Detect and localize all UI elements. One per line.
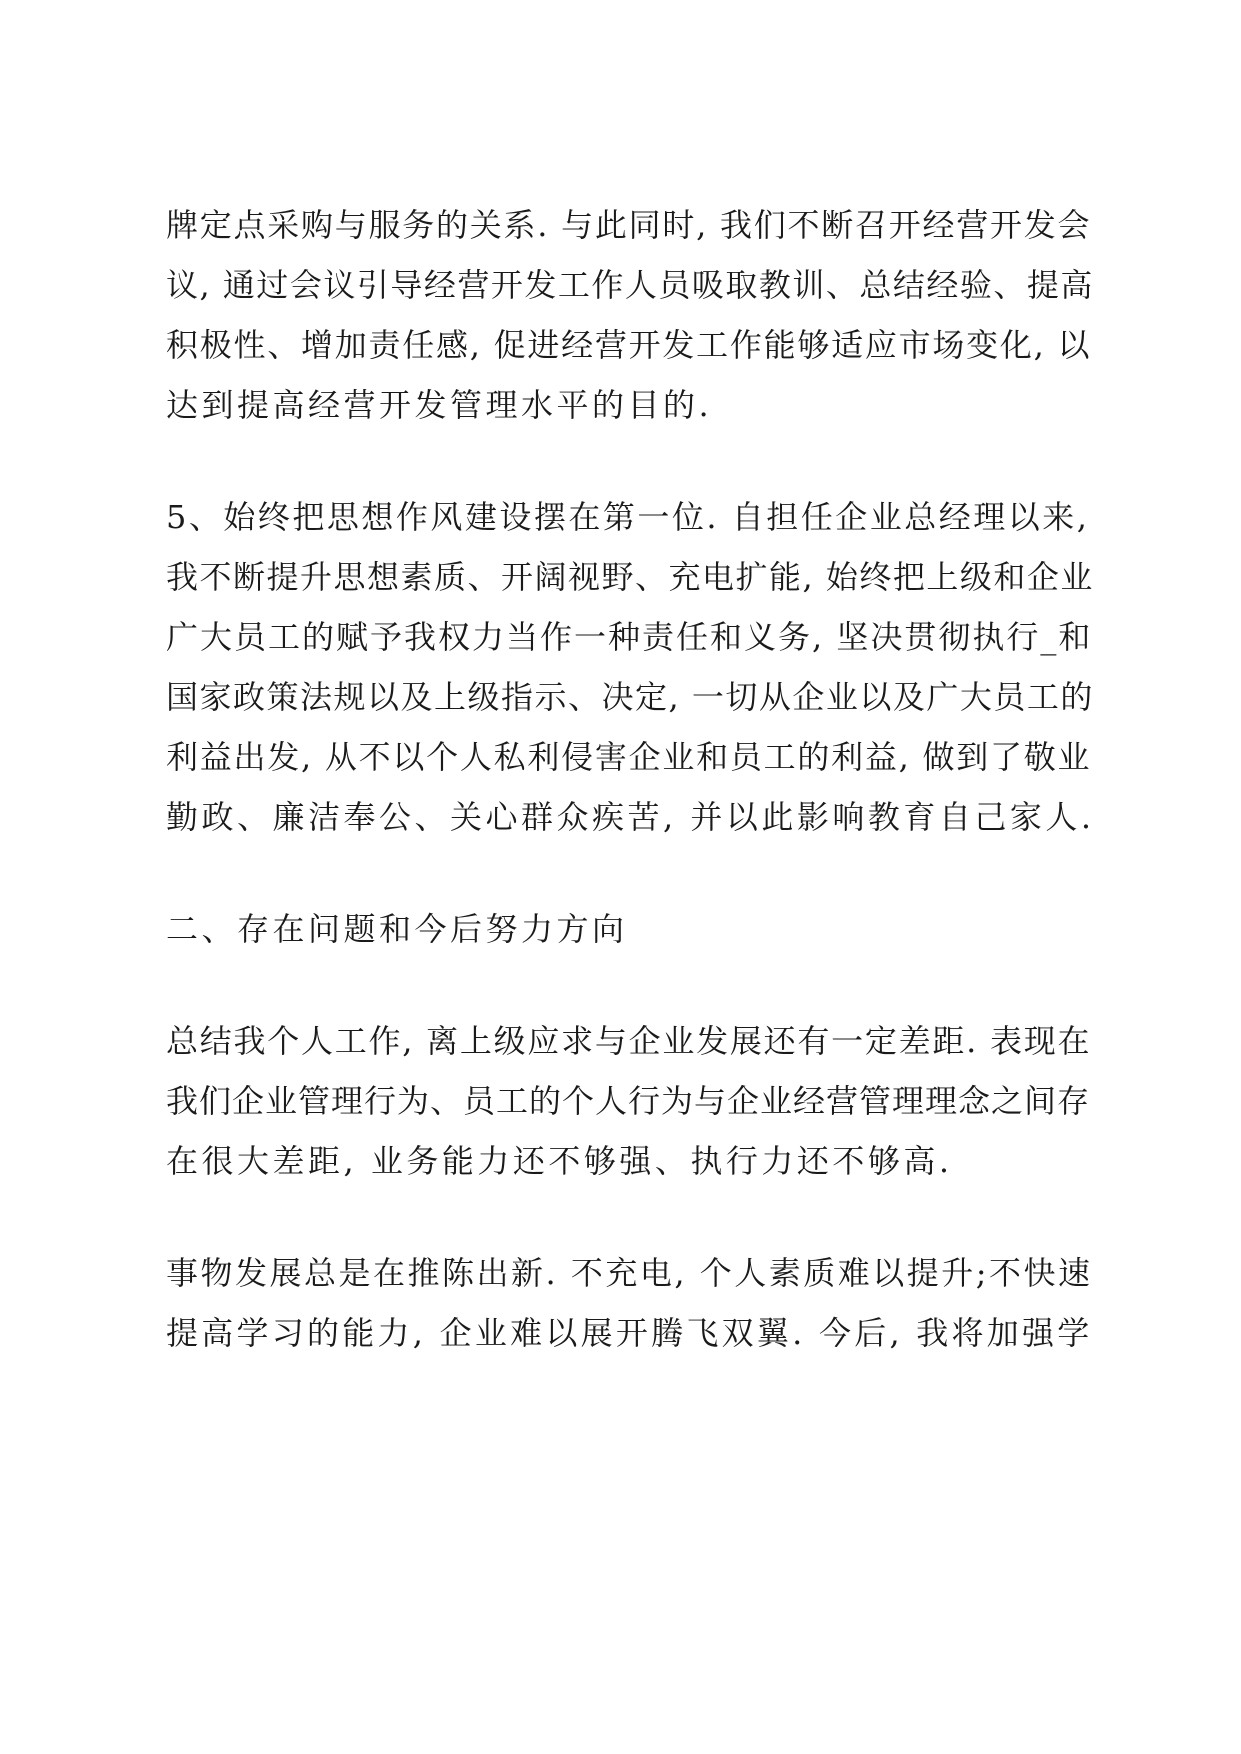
text-line: 我们企业管理行为、员工的个人行为与企业经营管理理念之间存 [166, 1082, 1091, 1120]
text-line: 积极性、增加责任感, 促进经营开发工作能够适应市场变化, 以 [166, 326, 1092, 364]
text-line: 议, 通过会议引导经营开发工作人员吸取教训、总结经验、提高 [166, 266, 1094, 304]
text-line: 事物发展总是在推陈出新. 不充电, 个人素质难以提升;不快速 [166, 1254, 1093, 1292]
text-line: 在很大差距, 业务能力还不够强、执行力还不够高. [166, 1142, 953, 1180]
text-line: 牌定点采购与服务的关系. 与此同时, 我们不断召开经营开发会 [166, 206, 1092, 244]
text-line: 勤政、廉洁奉公、关心群众疾苦, 并以此影响教育自己家人. [166, 798, 1095, 836]
text-line: 提高学习的能力, 企业难以展开腾飞双翼. 今后, 我将加强学 [166, 1314, 1093, 1352]
heading-line: 二、存在问题和今后努力方向 [166, 910, 628, 948]
text-line: 总结我个人工作, 离上级应求与企业发展还有一定差距. 表现在 [166, 1022, 1092, 1060]
text-line: 达到提高经营开发管理水平的目的. [166, 386, 713, 424]
text-line: 利益出发, 从不以个人私利侵害企业和员工的利益, 做到了敬业 [166, 738, 1092, 776]
text-line: 国家政策法规以及上级指示、决定, 一切从企业以及广大员工的 [166, 678, 1094, 716]
text-line: 5、始终把思想作风建设摆在第一位. 自担任企业总经理以来, [166, 498, 1090, 536]
text-line: 广大员工的赋予我权力当作一种责任和义务, 坚决贯彻执行_和 [166, 618, 1093, 656]
text-line: 我不断提升思想素质、开阔视野、充电扩能, 始终把上级和企业 [166, 558, 1094, 596]
